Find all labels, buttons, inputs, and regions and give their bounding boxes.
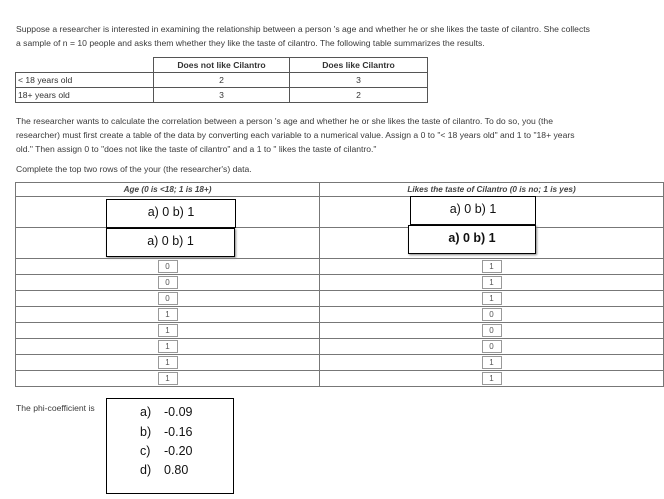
summary-row-label: 18+ years old — [16, 88, 154, 103]
instructions-line-4: Complete the top two rows of the your (the researcher's) data. — [16, 164, 252, 174]
likes-input[interactable]: 1 — [482, 356, 502, 369]
likes-input[interactable]: 1 — [482, 292, 502, 305]
summary-table — [15, 57, 428, 103]
table-row — [16, 355, 664, 371]
age-input[interactable]: 1 — [158, 308, 178, 321]
table-row — [16, 339, 664, 355]
likes-input[interactable]: 1 — [482, 276, 502, 289]
age-input[interactable]: 0 — [158, 276, 178, 289]
table-row — [16, 371, 664, 387]
likes-input[interactable]: 1 — [482, 260, 502, 273]
age-answer-box-1[interactable]: a) 0 b) 1 — [106, 199, 236, 228]
summary-header-row — [16, 58, 428, 73]
instructions-line-2: researcher) must first create a table of the data by converting each variable to a numerical value. Assign a 0 to "< 18 years old" and 1 to "18+ years — [16, 130, 575, 140]
option-letter: a) — [140, 405, 152, 419]
age-input[interactable]: 0 — [158, 260, 178, 273]
instructions-line-3: old." Then assign 0 to "does not like the taste of cilantro" and a 1 to " likes the taste of cilantro." — [16, 144, 377, 154]
summary-row — [16, 88, 428, 103]
option-letter: b) — [140, 425, 152, 439]
data-header-row — [16, 183, 664, 197]
summary-header-like: Does like Cilantro — [290, 58, 428, 73]
option-value: -0.20 — [164, 444, 193, 458]
option-value: -0.16 — [164, 425, 193, 439]
table-row — [16, 307, 664, 323]
table-row — [16, 275, 664, 291]
table-row — [16, 291, 664, 307]
likes-input[interactable]: 0 — [482, 324, 502, 337]
table-row — [16, 259, 664, 275]
table-row — [16, 323, 664, 339]
data-header-likes: Likes the taste of Cilantro (0 is no; 1 is yes) — [320, 183, 664, 197]
age-input[interactable]: 1 — [158, 324, 178, 337]
likes-input[interactable]: 0 — [482, 340, 502, 353]
option-letter: d) — [140, 463, 152, 477]
summary-row — [16, 73, 428, 88]
phi-label: The phi-coefficient is — [16, 403, 95, 413]
age-answer-box-2[interactable]: a) 0 b) 1 — [106, 228, 235, 257]
intro-line-2: a sample of n = 10 people and asks them whether they like the taste of cilantro. The following table summarizes the results. — [16, 38, 485, 48]
summary-cell: 2 — [290, 88, 428, 103]
likes-answer-box-2[interactable]: a) 0 b) 1 — [408, 225, 536, 254]
age-input[interactable]: 1 — [158, 340, 178, 353]
data-header-age: Age (0 is <18; 1 is 18+) — [16, 183, 320, 197]
summary-cell: 3 — [290, 73, 428, 88]
option-letter: c) — [140, 444, 151, 458]
summary-header-not-like: Does not like Cilantro — [154, 58, 290, 73]
option-value: -0.09 — [164, 405, 193, 419]
instructions-line-1: The researcher wants to calculate the correlation between a person 's age and whether he or she likes the taste of cilantro. To do so, you (the — [16, 116, 553, 126]
likes-answer-box-1[interactable]: a) 0 b) 1 — [410, 196, 536, 225]
age-input[interactable]: 0 — [158, 292, 178, 305]
summary-row-label: < 18 years old — [16, 73, 154, 88]
intro-line-1: Suppose a researcher is interested in examining the relationship between a person 's age and whether he or she likes the taste of cilantro. She collects — [16, 24, 590, 34]
phi-options-box[interactable] — [106, 398, 234, 494]
age-input[interactable]: 1 — [158, 372, 178, 385]
summary-cell: 3 — [154, 88, 290, 103]
likes-input[interactable]: 0 — [482, 308, 502, 321]
likes-input[interactable]: 1 — [482, 372, 502, 385]
age-input[interactable]: 1 — [158, 356, 178, 369]
summary-cell: 2 — [154, 73, 290, 88]
summary-header-blank — [16, 58, 154, 73]
option-value: 0.80 — [164, 463, 189, 477]
